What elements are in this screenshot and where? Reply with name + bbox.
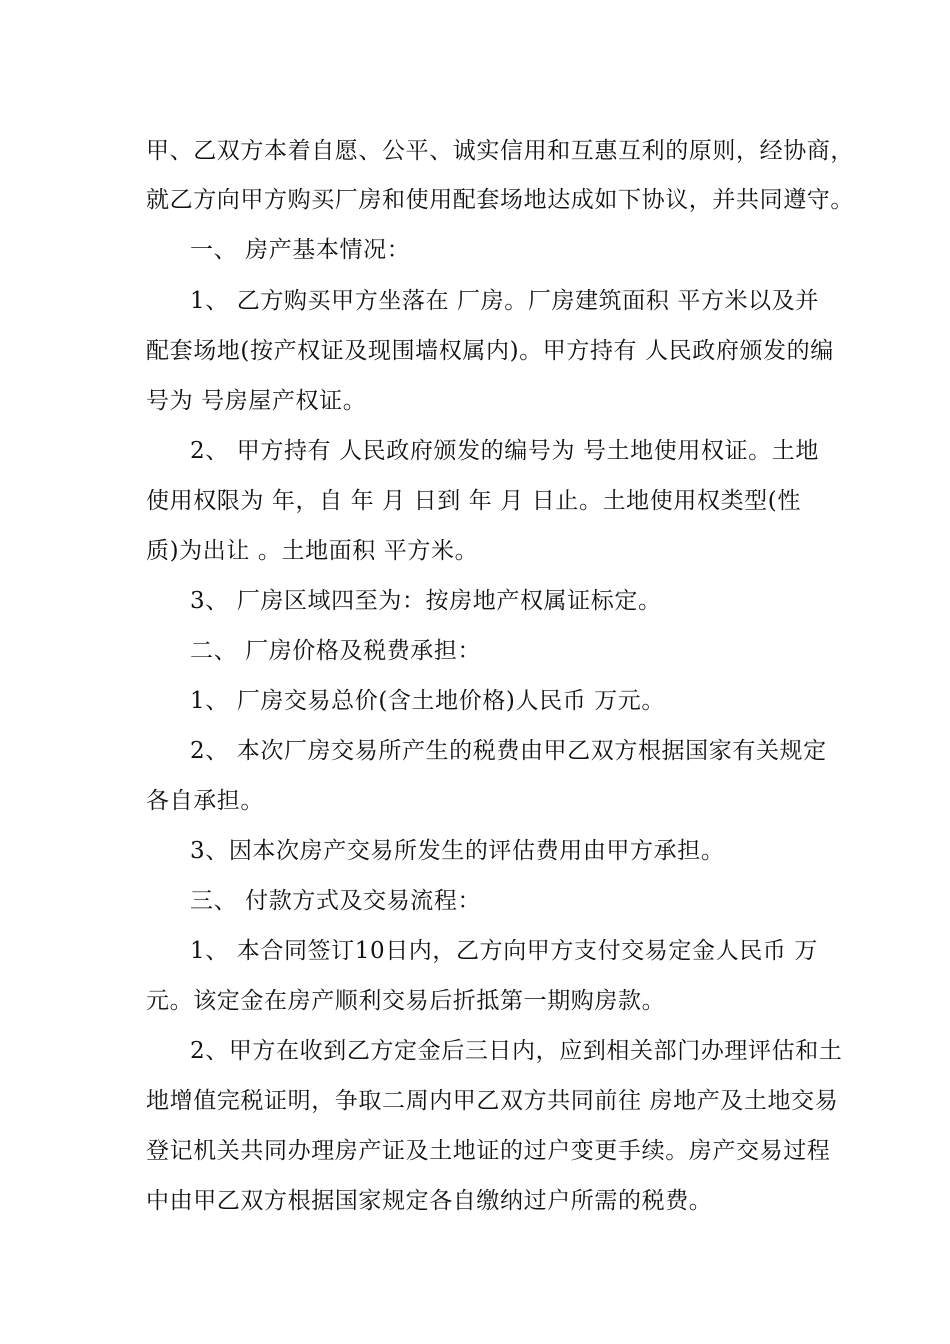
paragraph-line: 3、 厂房区域四至为：按房地产权属证标定。 — [190, 588, 662, 614]
paragraph-line: 号为 号房屋产权证。 — [146, 388, 367, 414]
section-heading: 三、 付款方式及交易流程： — [190, 888, 482, 914]
paragraph-line: 2、甲方在收到乙方定金后三日内，应到相关部门办理评估和土 — [190, 1038, 843, 1064]
paragraph-line: 质)为出让 。土地面积 平方米。 — [146, 538, 479, 564]
paragraph-line: 甲、乙双方本着自愿、公平、诚实信用和互惠互利的原则，经协商， — [146, 138, 854, 164]
paragraph-line: 就乙方向甲方购买厂房和使用配套场地达成如下协议，并共同遵守。 — [146, 187, 854, 213]
paragraph-line: 登记机关共同办理房产证及土地证的过户变更手续。房产交易过程 — [146, 1138, 831, 1164]
paragraph-line: 配套场地(按产权证及现围墙权属内)。甲方持有 人民政府颁发的编 — [146, 338, 834, 364]
paragraph-line: 地增值完税证明，争取二周内甲乙双方共同前往 房地产及土地交易 — [146, 1088, 839, 1114]
section-heading: 一、 房产基本情况： — [190, 237, 411, 263]
paragraph-line: 使用权限为 年，自 年 月 日到 年 月 日止。土地使用权类型(性 — [146, 488, 801, 514]
paragraph-line: 2、 本次厂房交易所产生的税费由甲乙双方根据国家有关规定 — [190, 738, 827, 764]
paragraph-line: 中由甲乙双方根据国家规定各自缴纳过户所需的税费。 — [146, 1188, 713, 1214]
paragraph-line: 3、因本次房产交易所发生的评估费用由甲方承担。 — [190, 838, 725, 864]
paragraph-line: 2、 甲方持有 人民政府颁发的编号为 号土地使用权证。土地 — [190, 438, 819, 464]
paragraph-line: 1、 本合同签订10日内，乙方向甲方支付交易定金人民币 万 — [190, 938, 818, 964]
paragraph-line: 1、 厂房交易总价(含土地价格)人民币 万元。 — [190, 688, 666, 714]
paragraph-line: 各自承担。 — [146, 788, 264, 814]
paragraph-line: 1、 乙方购买甲方坐落在 厂房。厂房建筑面积 平方米以及并 — [190, 288, 819, 314]
paragraph-line: 元。该定金在房产顺利交易后折抵第一期购房款。 — [146, 988, 666, 1014]
section-heading: 二、 厂房价格及税费承担： — [190, 638, 482, 664]
